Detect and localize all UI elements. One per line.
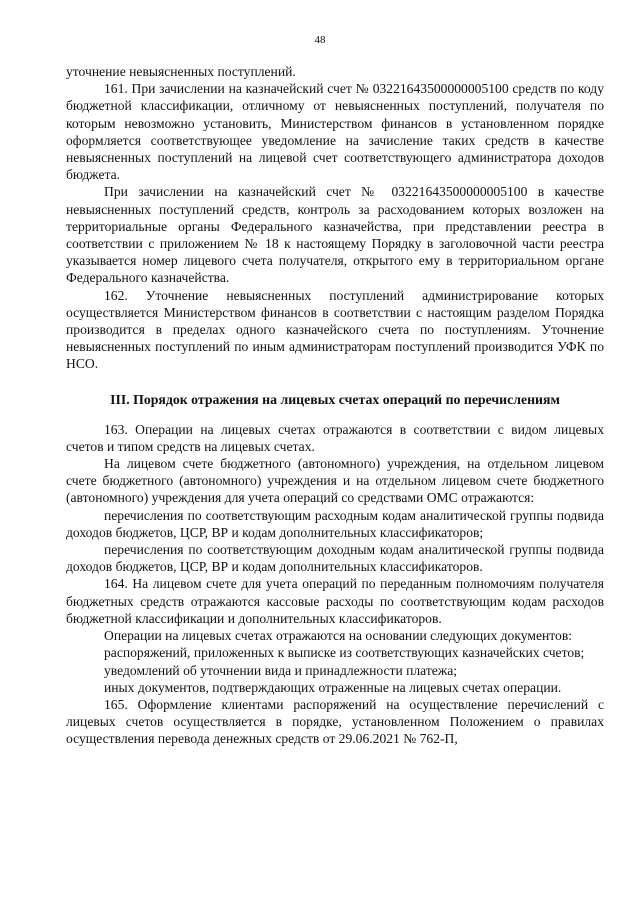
- paragraph-163-expense-codes: перечисления по соответствующим расходным кодам аналитической группы подвида доходов бюджетов, ЦСР, ВР и кодам дополнительных классификаторов;: [66, 507, 604, 540]
- paragraph-164: 164. На лицевом счете для учета операций по переданным полномочиям получателя бюджетных средств отражаются кассовые расходы по соответствующим кодам расходов бюджетной классификации и дополнительных классификаторов.: [66, 576, 604, 626]
- document-body: [66, 63, 604, 748]
- paragraph-164-notices: уведомлений об уточнении вида и принадлежности платежа;: [104, 662, 458, 678]
- paragraph-162: 162. Уточнение невыясненных поступлений администрирование которых осуществляется Министерством финансов в соответствии с настоящим разделом Порядка производится в пределах одного казначейского счета по поступлениям. Уточнение невыясненных поступлений по иным администраторам поступлений производится УФК по НСО.: [66, 287, 604, 372]
- paragraph-161: 161. При зачислении на казначейский счет № 03221643500000005100 средств по коду бюджетной классификации, отличному от невыясненных поступлений, получателя по которым невозможно установить, Министерством финансов в установленном порядке оформляется соответствующее уведомление на зачисление таких средств в качестве невыясненных поступлений на лицевой счет соответствующего администратора доходов бюджета.: [66, 81, 604, 183]
- paragraph-164-other: иных документов, подтверждающих отраженные на лицевых счетах операции.: [104, 679, 562, 695]
- paragraph-164-documents: Операции на лицевых счетах отражаются на основании следующих документов:: [104, 628, 573, 644]
- paragraph-161-second: При зачислении на казначейский счет № 03221643500000005100 в качестве невыясненных поступлений средств, контроль за расходованием которых возложен на территориальные органы Федерального казначейства, при представлении реестра в соответствии с приложением № 18 к настоящему Порядку в заголовочной части реестра указывается номер лицевого счета получателя, открытого ему в территориальном органе Федерального казначейства.: [66, 184, 604, 286]
- paragraph-163-accounts: На лицевом счете бюджетного (автономного) учреждения, на отдельном лицевом счете бюджетного (автономного) учреждения и на отдельном лицевом счете бюджетного (автономного) учреждения для учета операций со средствами ОМС отражаются:: [66, 456, 604, 506]
- paragraph-165: 165. Оформление клиентами распоряжений на осуществление перечислений с лицевых счетов осуществляется в порядке, установленном Положением о правилах осуществления перевода денежных средств от 29.06.2021 № 762-П,: [66, 696, 604, 747]
- paragraph-continuation: уточнение невыясненных поступлений.: [66, 64, 296, 79]
- paragraph-163-income-codes: перечисления по соответствующим доходным кодам аналитической группы подвида доходов бюджетов, ЦСР, ВР и кодам дополнительных классификаторов.: [66, 542, 604, 575]
- section-heading: III. Порядок отражения на лицевых счетах операций по перечислениям: [110, 391, 560, 407]
- paragraph-163: 163. Операции на лицевых счетах отражаются в соответствии с видом лицевых счетов и типом средств на лицевых счетах.: [66, 421, 604, 454]
- paragraph-164-orders: распоряжений, приложенных к выписке из соответствующих казначейских счетов;: [104, 645, 585, 661]
- page-number: 48: [314, 34, 326, 46]
